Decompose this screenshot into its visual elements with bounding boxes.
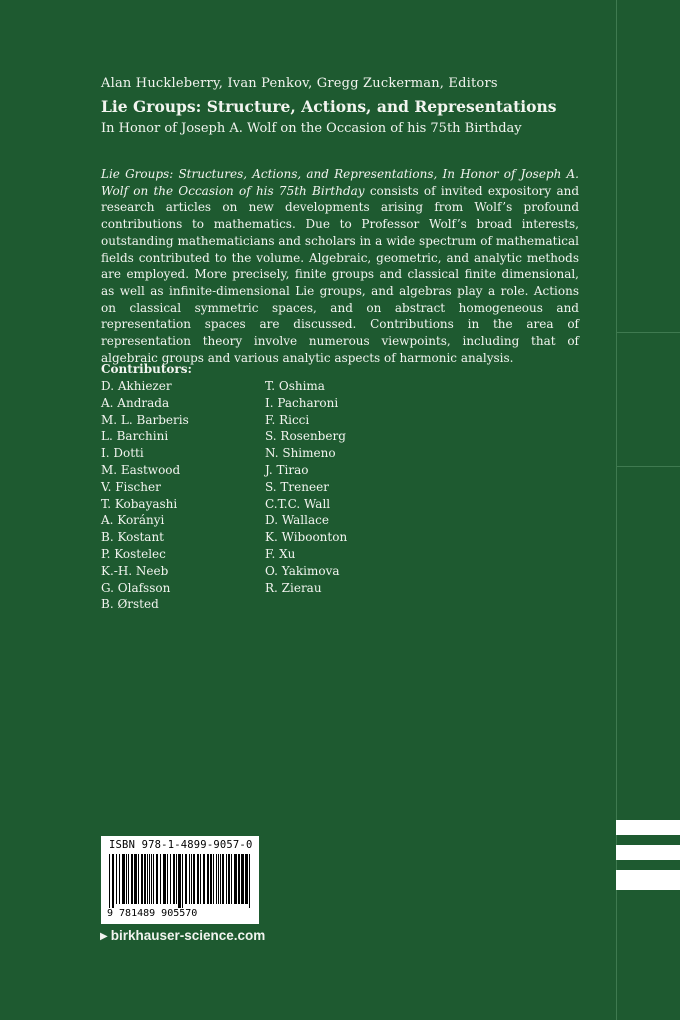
barcode-bar	[213, 854, 214, 904]
contributor-name: G. Olafsson	[101, 580, 171, 595]
barcode-bar	[170, 854, 171, 904]
barcode-bar	[156, 854, 158, 904]
barcode-bar	[149, 854, 150, 904]
contributor-name: L. Barchini	[101, 429, 169, 444]
contributor-name: S. Treneer	[265, 479, 329, 494]
spine-rule	[617, 332, 680, 333]
barcode-bar	[200, 854, 201, 904]
barcode-bar	[178, 854, 181, 908]
barcode-bar	[119, 854, 120, 904]
contributor-name: J. Tirao	[265, 462, 309, 477]
barcode-bar	[249, 854, 250, 908]
barcode-bar	[216, 854, 217, 904]
contributor-name: A. Korányi	[101, 513, 165, 528]
barcode-bar	[138, 854, 139, 904]
barcode-bar	[109, 854, 110, 908]
contributor-name: A. Andrada	[101, 395, 170, 410]
barcode-bar	[241, 854, 244, 904]
barcode-bar	[207, 854, 209, 904]
spine-stripe	[616, 845, 680, 860]
book-subtitle: In Honor of Joseph A. Wolf on the Occasion of his 75th Birthday	[101, 121, 522, 136]
play-arrow-icon: ▶	[100, 931, 108, 942]
isbn-barcode	[101, 836, 259, 924]
contributor-name: V. Fischer	[101, 479, 161, 494]
barcode-bar	[185, 854, 187, 904]
book-title: Lie Groups: Structure, Actions, and Representations	[101, 97, 557, 116]
barcode-bar	[153, 854, 154, 904]
contributor-name: F. Xu	[265, 546, 296, 561]
contributor-name: M. Eastwood	[101, 462, 181, 477]
barcode-bar	[116, 854, 117, 904]
barcode-bars	[107, 854, 253, 908]
barcode-bar	[231, 854, 232, 904]
spine-rule	[617, 466, 680, 467]
contributor-name: D. Akhiezer	[101, 379, 172, 393]
barcode-bar	[182, 854, 183, 908]
contributor-name: O. Yakimova	[265, 563, 340, 578]
barcode-bar	[197, 854, 199, 904]
isbn-label: ISBN 978-1-4899-9057-0	[109, 839, 253, 851]
barcode-bar	[222, 854, 224, 904]
contributors-heading: Contributors:	[101, 362, 192, 376]
contributors-list-right	[265, 378, 347, 596]
contributor-name: I. Dotti	[101, 446, 144, 461]
barcode-bar	[147, 854, 148, 904]
barcode-bar	[160, 854, 161, 904]
barcode-bar	[228, 854, 230, 904]
barcode-bar	[151, 854, 152, 904]
contributor-name: T. Oshima	[265, 379, 325, 393]
barcode-bar	[134, 854, 137, 904]
barcode-bar	[220, 854, 221, 904]
barcode-bar	[176, 854, 177, 904]
barcode-bar	[131, 854, 133, 904]
contributor-name: N. Shimeno	[265, 446, 336, 461]
contributor-name: D. Wallace	[265, 513, 329, 528]
spine-stripe	[616, 820, 680, 835]
contributor-name: T. Kobayashi	[101, 496, 178, 511]
barcode-bar	[122, 854, 125, 904]
description-body: consists of invited expository and research articles on new developments arising from Wolf’s profound contributions to mathematics. Due to Professor Wolf’s broad interests, outstanding mathematicians and scholars in a wide spectrum of mathematical fields contributed to the volume. Algebraic, geometric, and analytic methods are employed. More precisely, finite groups and classical finite dimensional, as well as infinite-dimensional Lie groups, and algebras play a role. Actions on classical symmetric spaces, and on abstract homogeneous and representation spaces are discussed. Contributions in the area of representation theory involve numerous viewpoints, including that of algebraic groups and various analytic aspects of harmonic analysis.	[101, 183, 580, 365]
editors-line: Alan Huckleberry, Ivan Penkov, Gregg Zuckerman, Editors	[101, 76, 498, 91]
barcode-bar	[193, 854, 195, 904]
description-italic-lead: Lie Groups: Structures, Actions, and Representations, In Honor of Joseph A. Wolf on the Occasion of his 75th Birthday	[101, 167, 579, 198]
barcode-bar	[238, 854, 240, 904]
barcode-bar	[112, 854, 114, 908]
contributor-name: C.T.C. Wall	[265, 496, 331, 511]
barcode-bar	[245, 854, 248, 904]
barcode-digits: 9 781489 905570	[107, 908, 198, 919]
barcode-bar	[191, 854, 192, 904]
contributor-name: S. Rosenberg	[265, 429, 346, 444]
contributor-name: I. Pacharoni	[265, 395, 339, 410]
contributors-list-left	[101, 378, 189, 613]
barcode-bar	[234, 854, 237, 904]
contributor-name: P. Kostelec	[101, 546, 166, 561]
barcode-bar	[218, 854, 219, 904]
barcode-bar	[210, 854, 212, 904]
contributor-name: M. L. Barberis	[101, 412, 189, 427]
barcode-bar	[189, 854, 190, 904]
barcode-bar	[226, 854, 227, 904]
contributor-name: B. Kostant	[101, 530, 164, 545]
contributor-name: B. Ørsted	[101, 597, 159, 612]
barcode-bar	[173, 854, 175, 904]
description-paragraph	[101, 166, 579, 366]
contributor-name: K.-H. Neeb	[101, 563, 169, 578]
barcode-bar	[128, 854, 129, 904]
barcode-bar	[203, 854, 205, 904]
contributor-name: F. Ricci	[265, 412, 310, 427]
publisher-url: birkhauser-science.com	[110, 928, 266, 943]
barcode-bar	[163, 854, 166, 904]
spine-stripe	[616, 870, 680, 890]
barcode-bar	[141, 854, 143, 904]
barcode-bar	[167, 854, 168, 904]
spine-divider-line	[616, 0, 617, 1020]
contributor-name: K. Wiboonton	[265, 530, 348, 545]
publisher-link	[100, 928, 265, 943]
barcode-bar	[126, 854, 127, 904]
barcode-bar	[144, 854, 146, 904]
contributor-name: R. Zierau	[265, 580, 322, 595]
